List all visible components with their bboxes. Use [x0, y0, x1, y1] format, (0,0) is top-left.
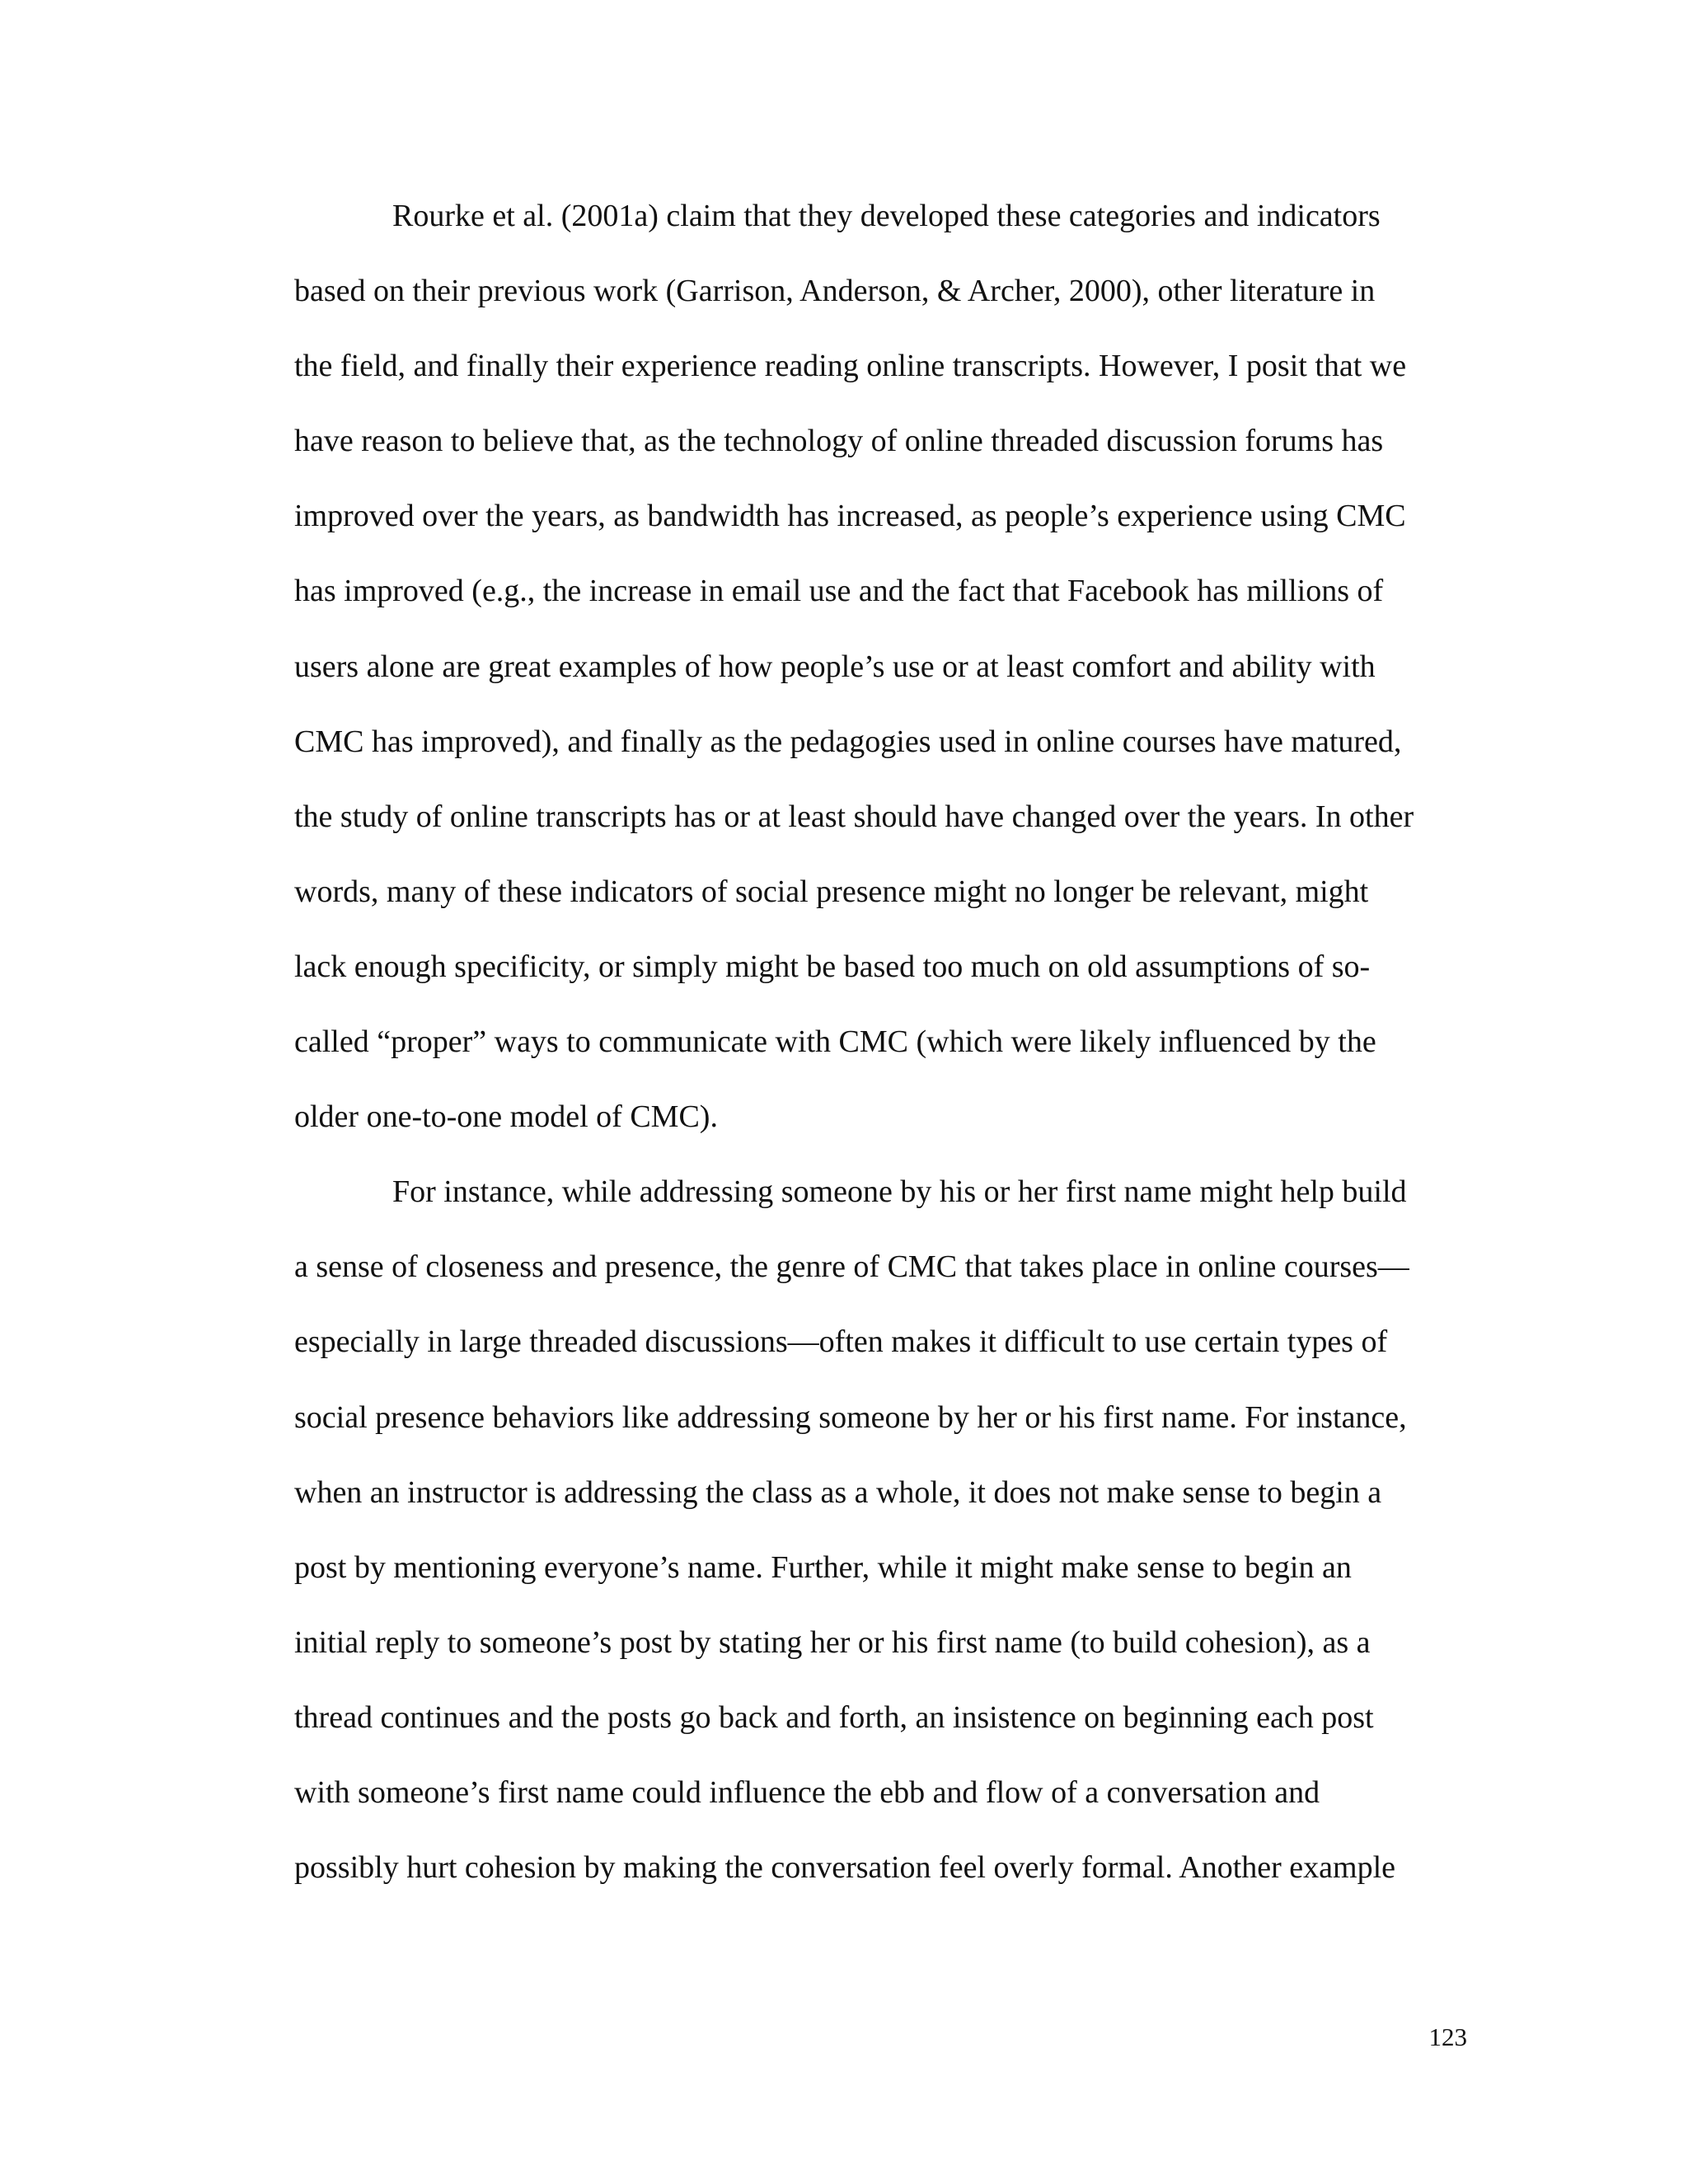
- text-line: called “proper” ways to communicate with CMC (which were likely influenced by the: [294, 1024, 1376, 1060]
- text-line: improved over the years, as bandwidth has increased, as people’s experience using CMC: [294, 499, 1406, 534]
- text-line: users alone are great examples of how people’s use or at least comfort and ability with: [294, 649, 1376, 684]
- text-line: For instance, while addressing someone by his or her first name might help build: [392, 1174, 1407, 1210]
- text-line: social presence behaviors like addressing someone by her or his first name. For instance,: [294, 1399, 1407, 1435]
- text-line: has improved (e.g., the increase in email use and the fact that Facebook has millions of: [294, 574, 1384, 609]
- text-line: post by mentioning everyone’s name. Further, while it might make sense to begin an: [294, 1549, 1352, 1585]
- text-line: with someone’s first name could influence the ebb and flow of a conversation and: [294, 1774, 1320, 1810]
- text-line: older one-to-one model of CMC).: [294, 1099, 718, 1135]
- text-line: lack enough specificity, or simply might be based too much on old assumptions of so-: [294, 949, 1371, 984]
- text-line: based on their previous work (Garrison, Anderson, & Archer, 2000), other literature in: [294, 274, 1376, 309]
- text-line: thread continues and the posts go back and forth, an insistence on beginning each post: [294, 1699, 1374, 1735]
- text-line: CMC has improved), and finally as the pedagogies used in online courses have matured,: [294, 724, 1402, 759]
- text-line: especially in large threaded discussions—often makes it difficult to use certain types of: [294, 1324, 1388, 1360]
- paragraph-1: [294, 191, 1465, 1167]
- paragraph-2: [294, 1167, 1465, 1918]
- text-line: have reason to believe that, as the technology of online threaded discussion forums has: [294, 424, 1384, 459]
- text-line: a sense of closeness and presence, the genre of CMC that takes place in online courses—: [294, 1249, 1409, 1285]
- body-text: [294, 191, 1465, 1918]
- text-line: the study of online transcripts has or at least should have changed over the years. In other: [294, 799, 1414, 834]
- text-line: possibly hurt cohesion by making the conversation feel overly formal. Another example: [294, 1850, 1395, 1886]
- text-line: the field, and finally their experience reading online transcripts. However, I posit that we: [294, 349, 1407, 384]
- text-line: initial reply to someone’s post by stating her or his first name (to build cohesion), as a: [294, 1624, 1371, 1660]
- text-line: when an instructor is addressing the class as a whole, it does not make sense to begin a: [294, 1474, 1382, 1510]
- text-line: words, many of these indicators of social presence might no longer be relevant, might: [294, 874, 1369, 909]
- text-line: Rourke et al. (2001a) claim that they developed these categories and indicators: [392, 199, 1381, 233]
- page-number: 123: [1428, 2022, 1467, 2051]
